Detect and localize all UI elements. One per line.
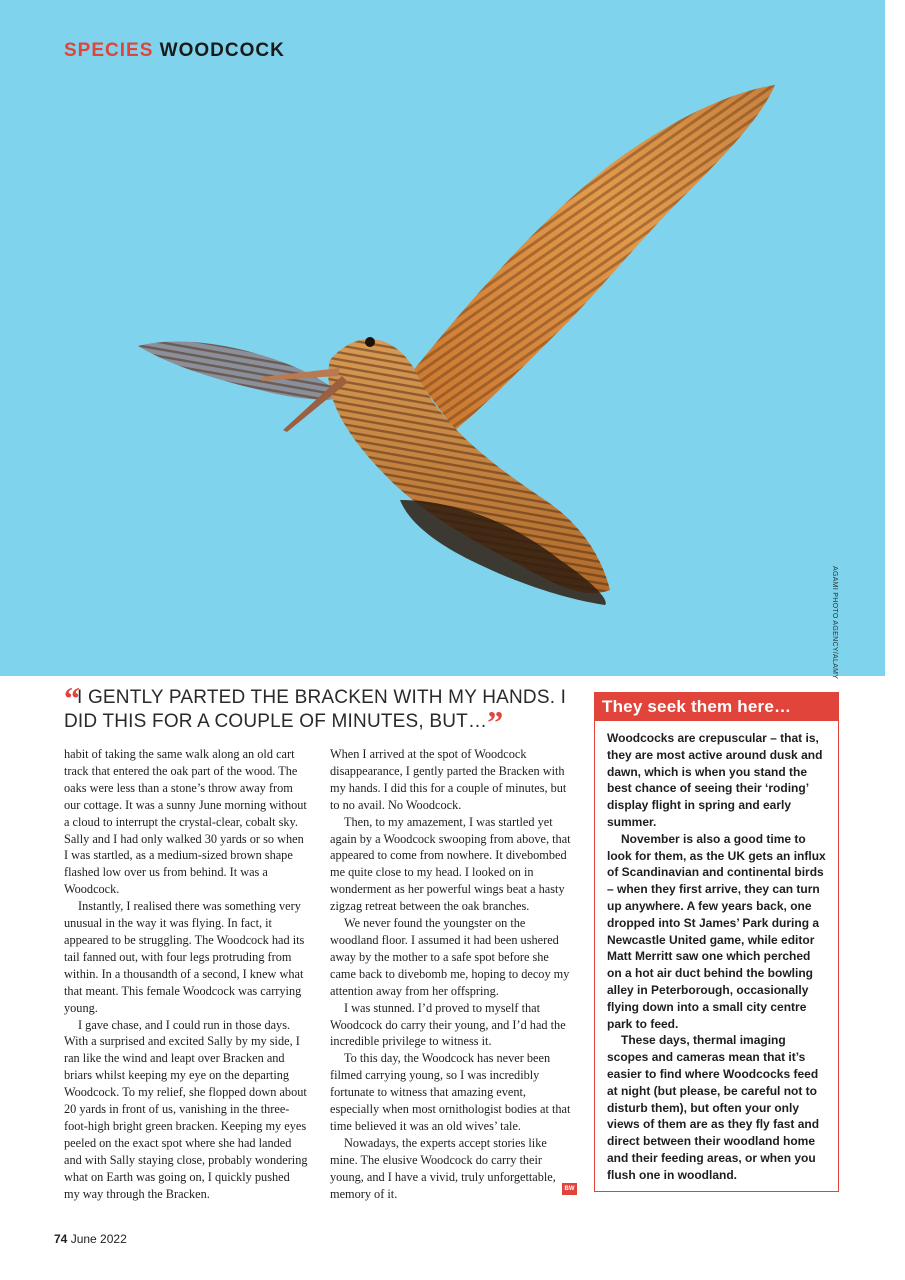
- section-header: [64, 40, 285, 62]
- article-column-2: [330, 746, 574, 1202]
- article-paragraph: Then, to my amazement, I was startled yet again by a Woodcock swooping from above, that appeared to come from nowhere. It divebombed me quite close to my head. I looked on in wonderment as her powerful wings beat a hasty zigzag retreat between the oak branches.: [330, 814, 571, 914]
- sidebar-paragraph: These days, thermal imaging scopes and cameras mean that it’s easier to find where Woodcocks feed at night (but please, be careful not to disturb them), but often your only views of them are as they fly fast and direct between their woodland home and their feeding areas, or when you flush one in woodland.: [607, 1033, 820, 1182]
- article-column-1: [64, 746, 308, 1202]
- page-folio: [54, 1232, 127, 1246]
- pull-quote: [64, 680, 576, 740]
- section-title: WOODCOCK: [159, 40, 285, 61]
- article-paragraph: Nowadays, the experts accept stories like mine. The elusive Woodcock do carry their young, and I have a vivid, truly unforgettable, memory of it.: [330, 1135, 556, 1201]
- open-quote-mark: “: [64, 680, 77, 716]
- article-paragraph: I gave chase, and I could run in those days. With a surprised and excited Sally by my side, I ran like the wind and leapt over Bracken and briars whilst keeping my eye on the departing Woodcock. To my relief, she flopped down about 20 yards in front of us, vanishing in the three-foot-high bright green bracken. Keeping my eyes peeled on the exact spot where she had landed and with Sally staying close, probably wondering what on Earth was going on, I quickly pushed my way through the Bracken.: [64, 1017, 308, 1201]
- article-paragraph: To this day, the Woodcock has never been filmed carrying young, so I was incredibly fortunate to witness that amazing event, especially when most ornithologist bodies at that time believed it was an old wives’ tale.: [330, 1051, 571, 1133]
- page-number: 74: [54, 1232, 68, 1246]
- pull-quote-text: I GENTLY PARTED THE BRACKEN WITH MY HANDS. I DID THIS FOR A COUPLE OF MINUTES, BUT…: [64, 687, 567, 732]
- sidebar-title: They seek them here…: [595, 693, 838, 721]
- close-quote-mark: ”: [487, 704, 501, 740]
- section-kicker: SPECIES: [64, 40, 154, 61]
- issue-date: June 2022: [70, 1232, 127, 1246]
- sidebar-body: [595, 721, 838, 1184]
- sidebar-paragraph: November is also a good time to look for them, as the UK gets an influx of Scandinavian and continental birds – when they first arrive, they can turn up anywhere. A few years back, one dropped into St James’ Park during a Newcastle United game, while editor Matt Merritt saw one which perched on a hot air duct behind the bowling alley in Peterborough, occasionally flying down into a small city centre park to feed.: [607, 831, 826, 1031]
- eye: [365, 337, 375, 347]
- article-paragraph: We never found the youngster on the woodland floor. I assumed it had been ushered away by the mother to a safe spot before she came back to divebomb me, hoping to decoy my attention away from her offspring.: [330, 916, 570, 998]
- article-paragraph: Instantly, I realised there was something very unusual in the way it was flying. In fact, it appeared to be struggling. The Woodcock had its tail fanned out, with four legs protruding from within. In a thousandth of a second, I knew what that meant. This female Woodcock was carrying young.: [64, 899, 305, 1015]
- article-paragraph: When I arrived at the spot of Woodcock disappearance, I gently parted the Bracken with my hands. I did this for a couple of minutes, but to no avail. No Woodcock.: [330, 747, 567, 812]
- sidebar-paragraph: Woodcocks are crepuscular – that is, they are most active around dusk and dawn, which is when you stand the best chance of seeing their ‘roding’ display flight in spring and early summer.: [607, 731, 823, 829]
- article-paragraph: habit of taking the same walk along an old cart track that entered the oak part of the wood. The oaks were less than a stone’s throw away from our cottage. It was a sunny June morning without a cloud to interrupt the crystal-clear, cobalt sky. Sally and I had only walked 30 yards or so when I was startled, as a medium-sized brown shape flashed low over us from behind. It was a Woodcock.: [64, 747, 307, 897]
- article-paragraph: I was stunned. I’d proved to myself that Woodcock do carry their young, and I’d had the incredible privilege to witness it.: [330, 1000, 566, 1049]
- end-mark: BW: [562, 1183, 577, 1195]
- photo-credit: AGAMI PHOTO AGENCY/ALAMY: [831, 566, 838, 680]
- sidebar-box: [594, 692, 839, 1192]
